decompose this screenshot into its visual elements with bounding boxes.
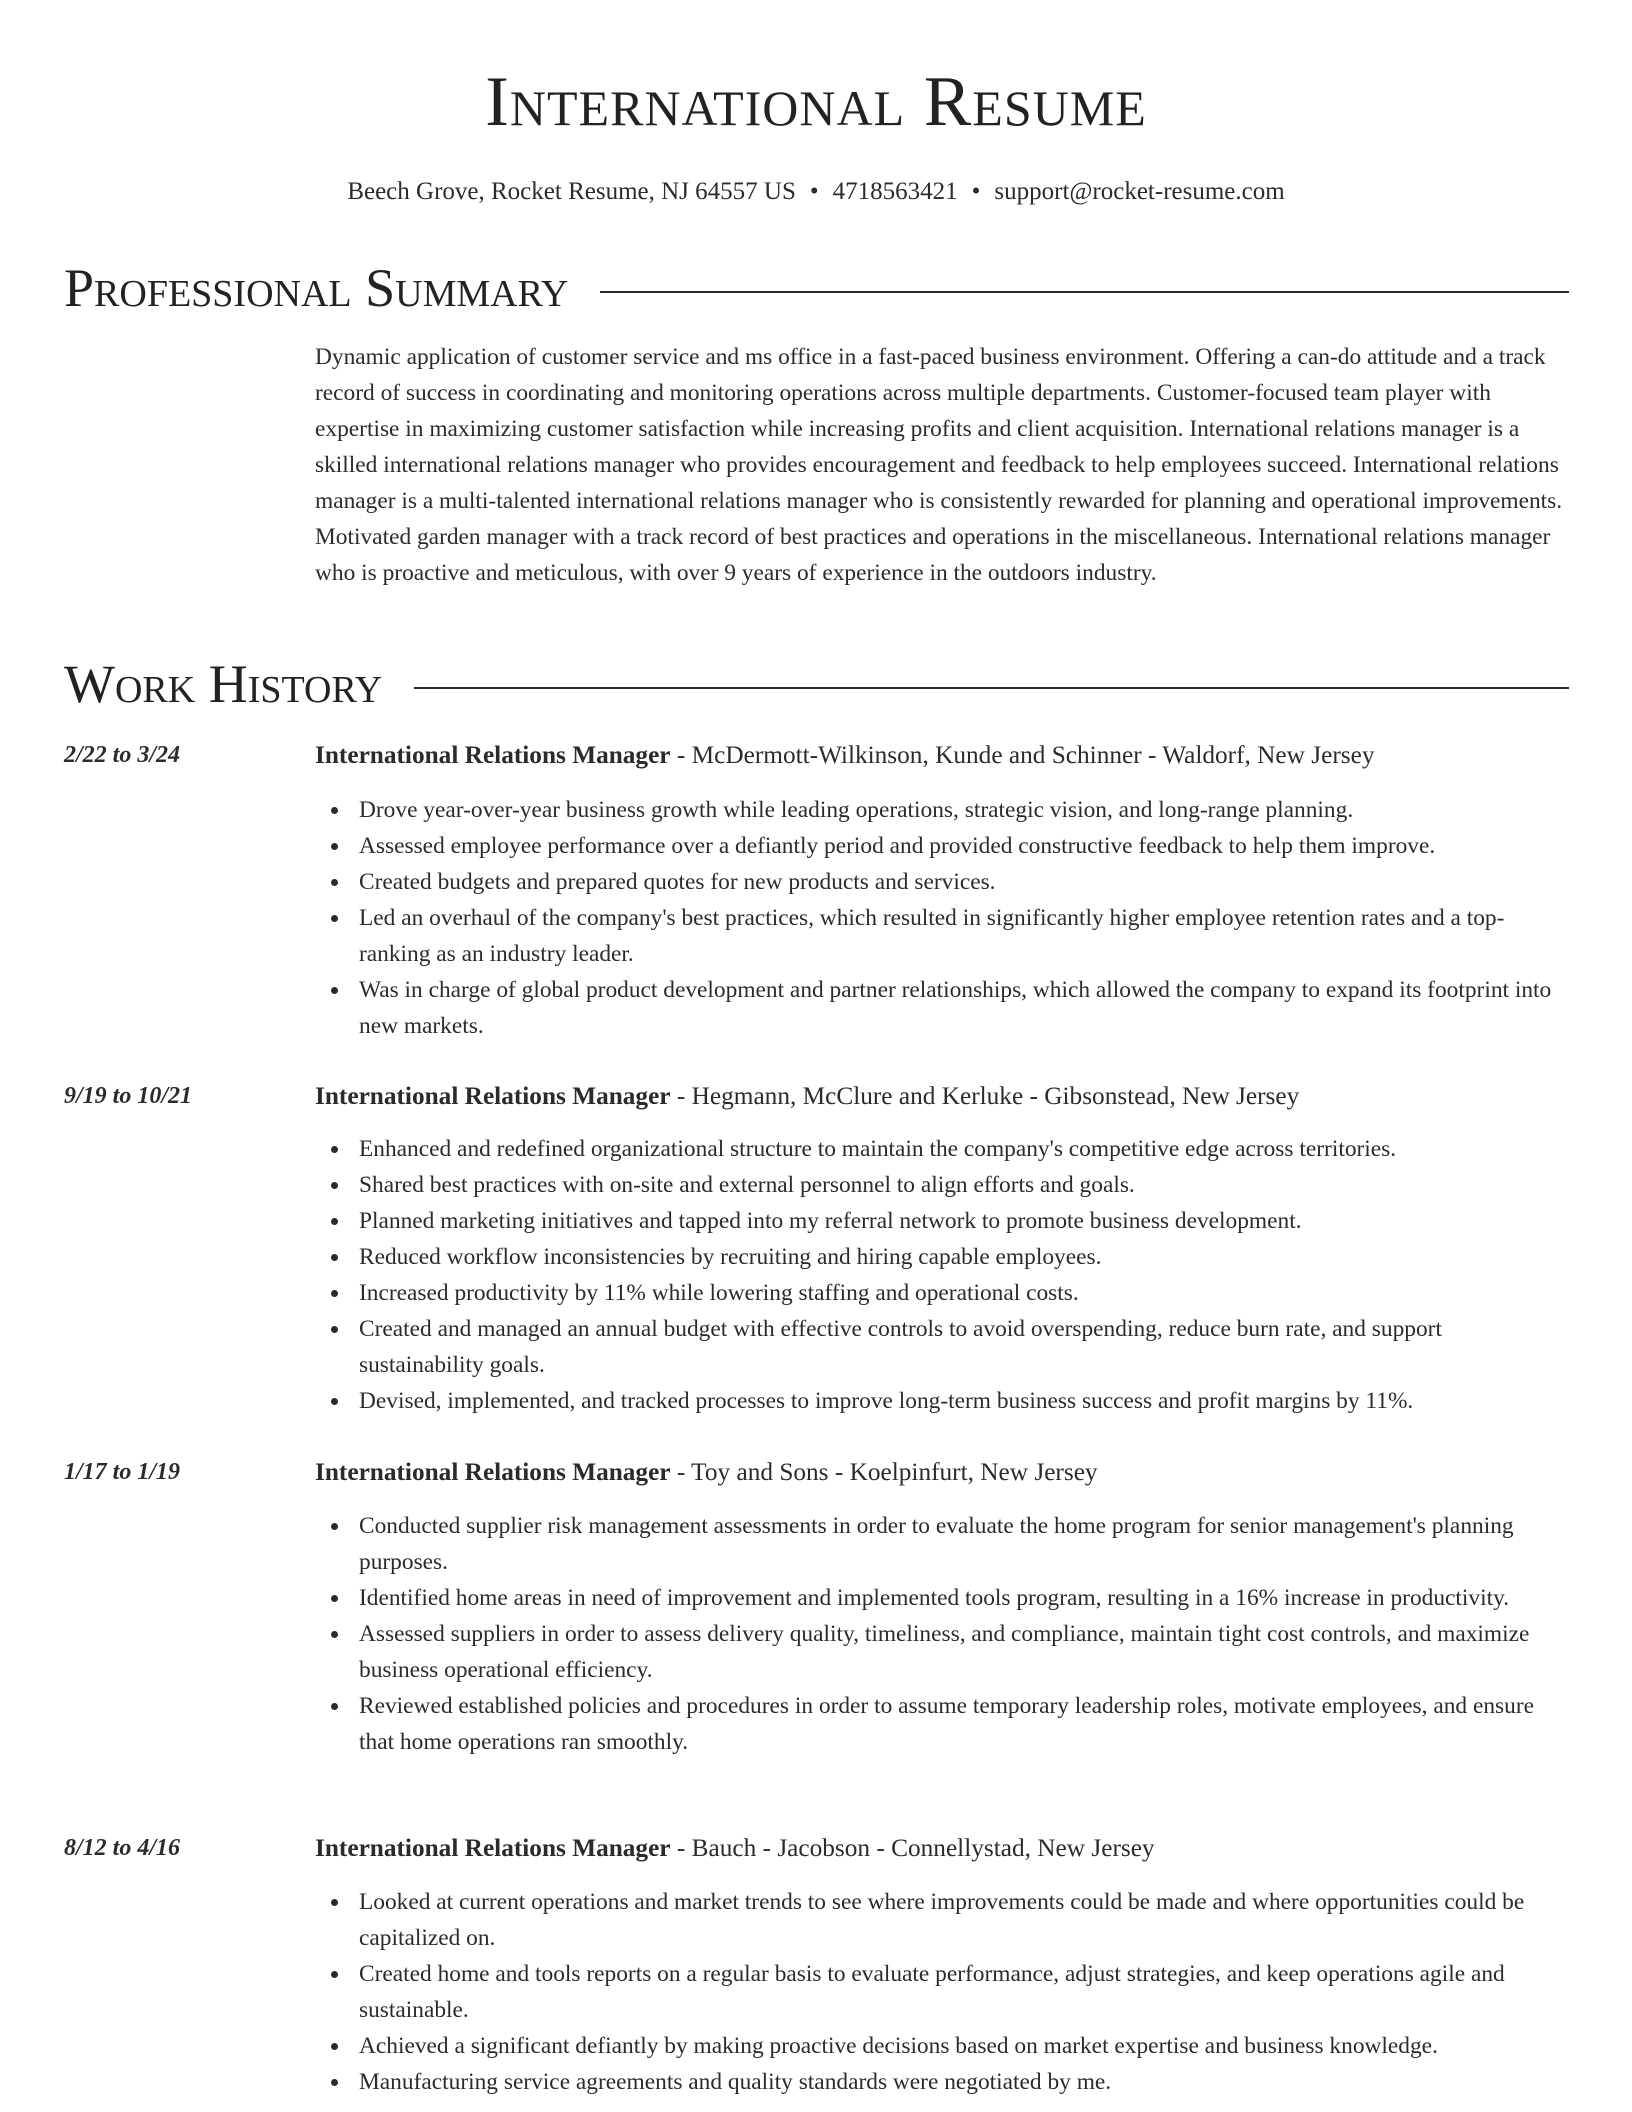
list-item: Created budgets and prepared quotes for new products and services.: [359, 864, 1569, 900]
job-title-line: [315, 1078, 1569, 1114]
list-item: Led an overhaul of the company's best practices, which resulted in significantly higher employee retention rates and a top-ranking as an industry leader.: [359, 900, 1569, 972]
list-item: Planned marketing initiatives and tapped into my referral network to promote business development.: [359, 1203, 1569, 1239]
list-item: Was in charge of global product development and partner relationships, which allowed the company to expand its footprint into new markets.: [359, 972, 1569, 1044]
job-details: - Hegmann, McClure and Kerluke - Gibsonstead, New Jersey: [670, 1082, 1300, 1110]
job-role: International Relations Manager: [315, 741, 671, 769]
list-item: Increased productivity by 11% while lowering staffing and operational costs.: [359, 1275, 1569, 1311]
job-title-line: [315, 737, 1569, 773]
list-item: Reviewed established policies and procedures in order to assume temporary leadership roles, motivate employees, and ensure that home operations ran smoothly.: [359, 1688, 1569, 1760]
job-role: International Relations Manager: [315, 1458, 671, 1486]
job-bullets: [315, 792, 1569, 1044]
job-dates: 8/12 to 4/16: [64, 1835, 181, 1861]
email: support@rocket-resume.com: [994, 178, 1285, 205]
list-item: Identified home areas in need of improvement and implemented tools program, resulting in a 16% increase in productivity.: [359, 1580, 1569, 1616]
list-item: Created home and tools reports on a regular basis to evaluate performance, adjust strategies, and keep operations agile and sustainable.: [359, 1956, 1569, 2028]
resume-name: International Resume: [485, 63, 1147, 141]
section-divider: [414, 687, 1569, 689]
phone: 4718563421: [832, 178, 958, 205]
list-item: Created and managed an annual budget with effective controls to avoid overspending, reduce burn rate, and support sustainability goals.: [359, 1311, 1569, 1383]
summary-heading: [64, 258, 1569, 318]
job-details: - McDermott-Wilkinson, Kunde and Schinner - Waldorf, New Jersey: [670, 741, 1375, 769]
job-bullets: [315, 1131, 1569, 1419]
job-bullets: [315, 1508, 1569, 1760]
list-item: Conducted supplier risk management assessments in order to evaluate the home program for senior management's planning purposes.: [359, 1508, 1569, 1580]
work-heading: [64, 654, 1569, 714]
list-item: Looked at current operations and market trends to see where improvements could be made and where opportunities could be capitalized on.: [359, 1884, 1569, 1956]
summary-heading-text: Professional Summary: [64, 258, 569, 318]
section-divider: [600, 291, 1569, 293]
address: Beech Grove, Rocket Resume, NJ 64557 US: [347, 178, 796, 205]
separator: •: [971, 178, 981, 205]
list-item: Achieved a significant defiantly by making proactive decisions based on market expertise and business knowledge.: [359, 2028, 1569, 2064]
job-role: International Relations Manager: [315, 1834, 671, 1862]
job-dates: 9/19 to 10/21: [64, 1083, 193, 1109]
list-item: Devised, implemented, and tracked processes to improve long-term business success and profit margins by 11%.: [359, 1383, 1569, 1419]
list-item: Shared best practices with on-site and external personnel to align efforts and goals.: [359, 1167, 1569, 1203]
job-bullets: [315, 1884, 1569, 2100]
contact-line: [0, 176, 1632, 208]
work-heading-text: Work History: [64, 654, 383, 714]
list-item: Manufacturing service agreements and quality standards were negotiated by me.: [359, 2064, 1569, 2100]
list-item: Assessed employee performance over a defiantly period and provided constructive feedback to help them improve.: [359, 828, 1569, 864]
list-item: Enhanced and redefined organizational structure to maintain the company's competitive edge across territories.: [359, 1131, 1569, 1167]
list-item: Reduced workflow inconsistencies by recruiting and hiring capable employees.: [359, 1239, 1569, 1275]
job-title-line: [315, 1454, 1569, 1490]
summary-text: Dynamic application of customer service and ms office in a fast-paced business environment. Offering a can-do attitude and a track record of success in coordinating and monitoring operations across multiple departments. Customer-focused team player with expertise in maximizing customer satisfaction while increasing profits and client acquisition. International relations manager is a skilled international relations manager who provides encouragement and feedback to help employees succeed. International relations manager is a multi-talented international relations manager who is consistently rewarded for planning and operational improvements. Motivated garden manager with a track record of best practices and operations in the miscellaneous. International relations manager who is proactive and meticulous, with over 9 years of experience in the outdoors industry.: [315, 344, 1563, 586]
job-details: - Toy and Sons - Koelpinfurt, New Jersey: [670, 1458, 1098, 1486]
job-title-line: [315, 1830, 1569, 1866]
job-dates: 2/22 to 3/24: [64, 742, 181, 768]
job-details: - Bauch - Jacobson - Connellystad, New Jersey: [670, 1834, 1155, 1862]
separator: •: [809, 178, 819, 205]
list-item: Drove year-over-year business growth while leading operations, strategic vision, and long-range planning.: [359, 792, 1569, 828]
job-dates: 1/17 to 1/19: [64, 1459, 181, 1485]
job-role: International Relations Manager: [315, 1082, 671, 1110]
list-item: Assessed suppliers in order to assess delivery quality, timeliness, and compliance, maintain tight cost controls, and maximize business operational efficiency.: [359, 1616, 1569, 1688]
